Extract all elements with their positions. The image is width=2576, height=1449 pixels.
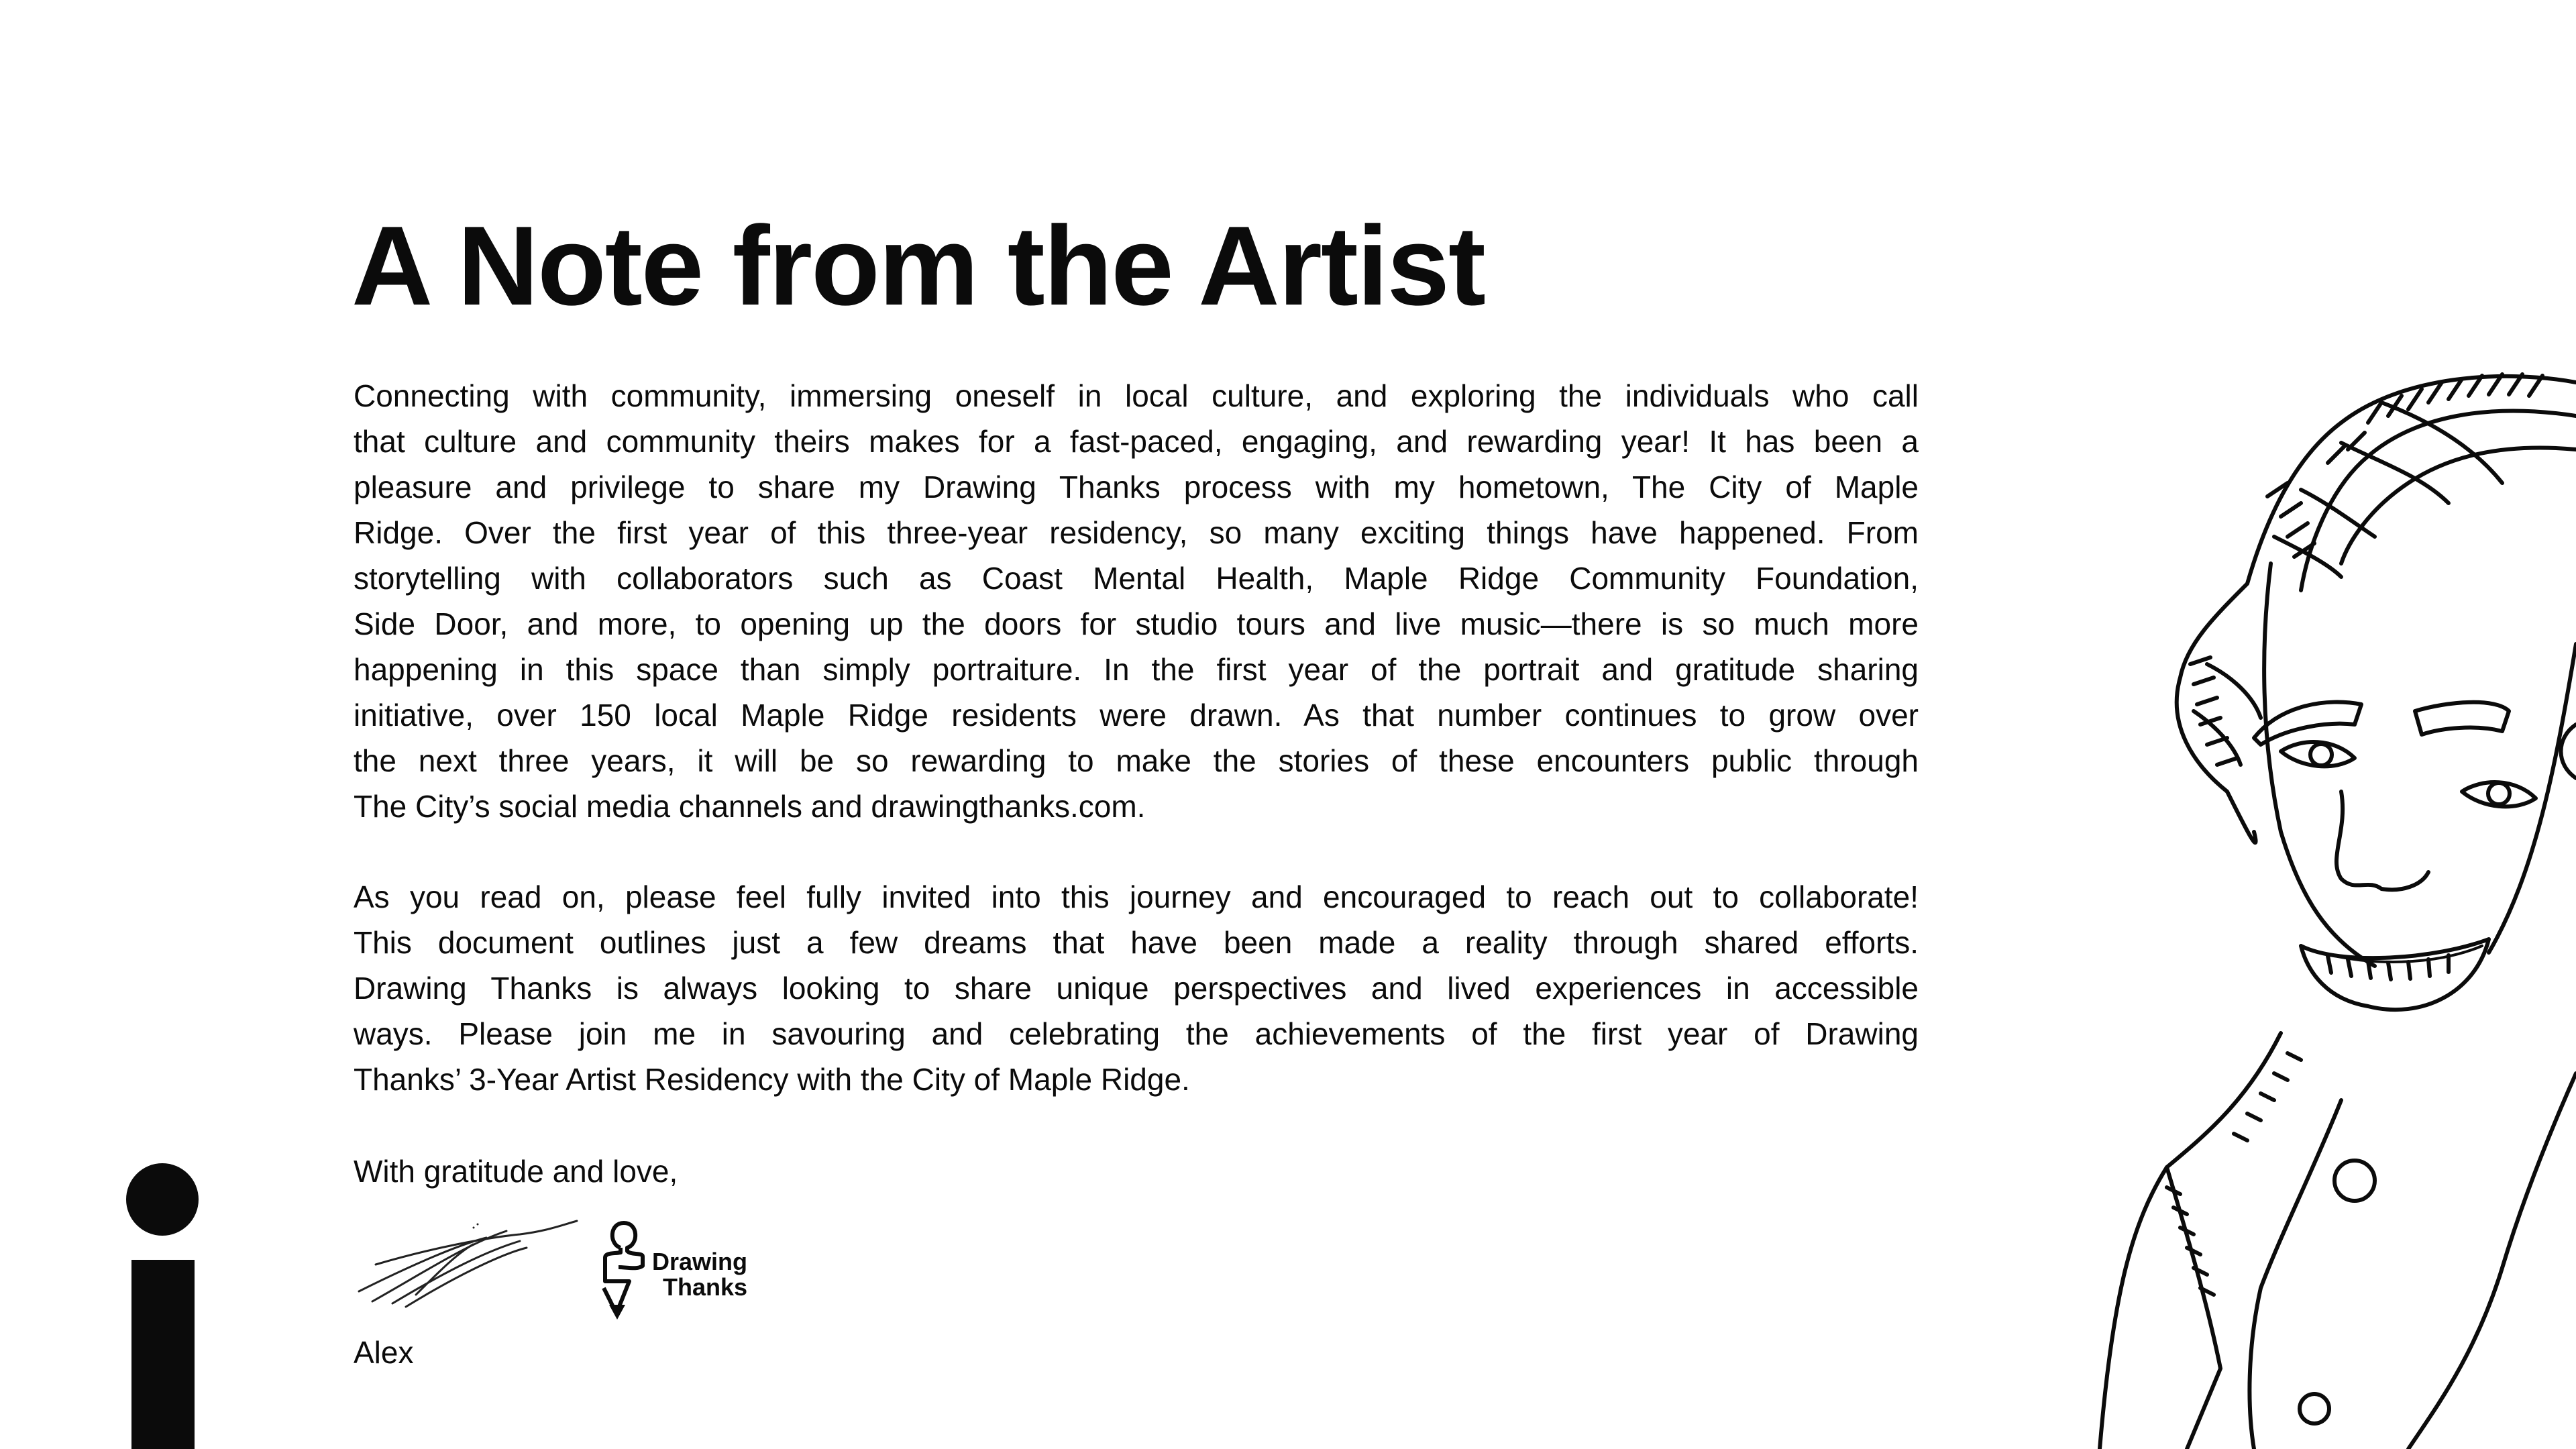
signature (352, 1218, 587, 1318)
drawing-thanks-logo (597, 1218, 657, 1325)
text-line: happening in this space than simply portraiture. In the first year of the portrait and gratitude sharing (354, 652, 1919, 687)
closing-salutation: With gratitude and love, (354, 1154, 678, 1189)
text-line: Connecting with community, immersing oneself in local culture, and exploring the individuals who call (354, 378, 1919, 413)
text-line: Thanks’ 3-Year Artist Residency with the City of Maple Ridge. (354, 1062, 1190, 1097)
text-line: This document outlines just a few dreams that have been made a reality through shared efforts. (354, 925, 1919, 960)
text-line: As you read on, please feel fully invited into this journey and encouraged to reach out to collaborate! (354, 879, 1919, 914)
text-line: storytelling with collaborators such as Coast Mental Health, Maple Ridge Community Foundation, (354, 561, 1919, 596)
text-line: the next three years, it will be so rewarding to make the stories of these encounters public through (354, 743, 1919, 778)
page-title: A Note from the Artist (352, 203, 1485, 329)
text-line: The City’s social media channels and drawingthanks.com. (354, 789, 1146, 824)
text-line: ways. Please join me in savouring and celebrating the achievements of the first year of Drawing (354, 1016, 1919, 1051)
intro-paragraph (354, 373, 1919, 829)
text-line: Drawing Thanks is always looking to share unique perspectives and lived experiences in accessible (354, 971, 1919, 1006)
logo-line2: Thanks (662, 1273, 748, 1301)
text-line: Ridge. Over the first year of this three-year residency, so many exciting things have happened. From (354, 515, 1919, 550)
logo-line1: Drawing (652, 1248, 748, 1275)
text-line: that culture and community theirs makes for a fast-paced, engaging, and rewarding year! It has been a (354, 424, 1919, 459)
portrait-illustration (1966, 362, 2576, 1449)
info-i-graphic (0, 0, 215, 1449)
text-line: pleasure and privilege to share my Drawing Thanks process with my hometown, The City of Maple (354, 470, 1919, 504)
logo-wordmark (652, 1249, 747, 1300)
text-line: Side Door, and more, to opening up the doors for studio tours and live music—there is so much more (354, 606, 1919, 641)
invitation-paragraph (354, 874, 1919, 1102)
signer-name: Alex (354, 1335, 414, 1370)
text-line: initiative, over 150 local Maple Ridge residents were drawn. As that number continues to grow over (354, 698, 1919, 733)
